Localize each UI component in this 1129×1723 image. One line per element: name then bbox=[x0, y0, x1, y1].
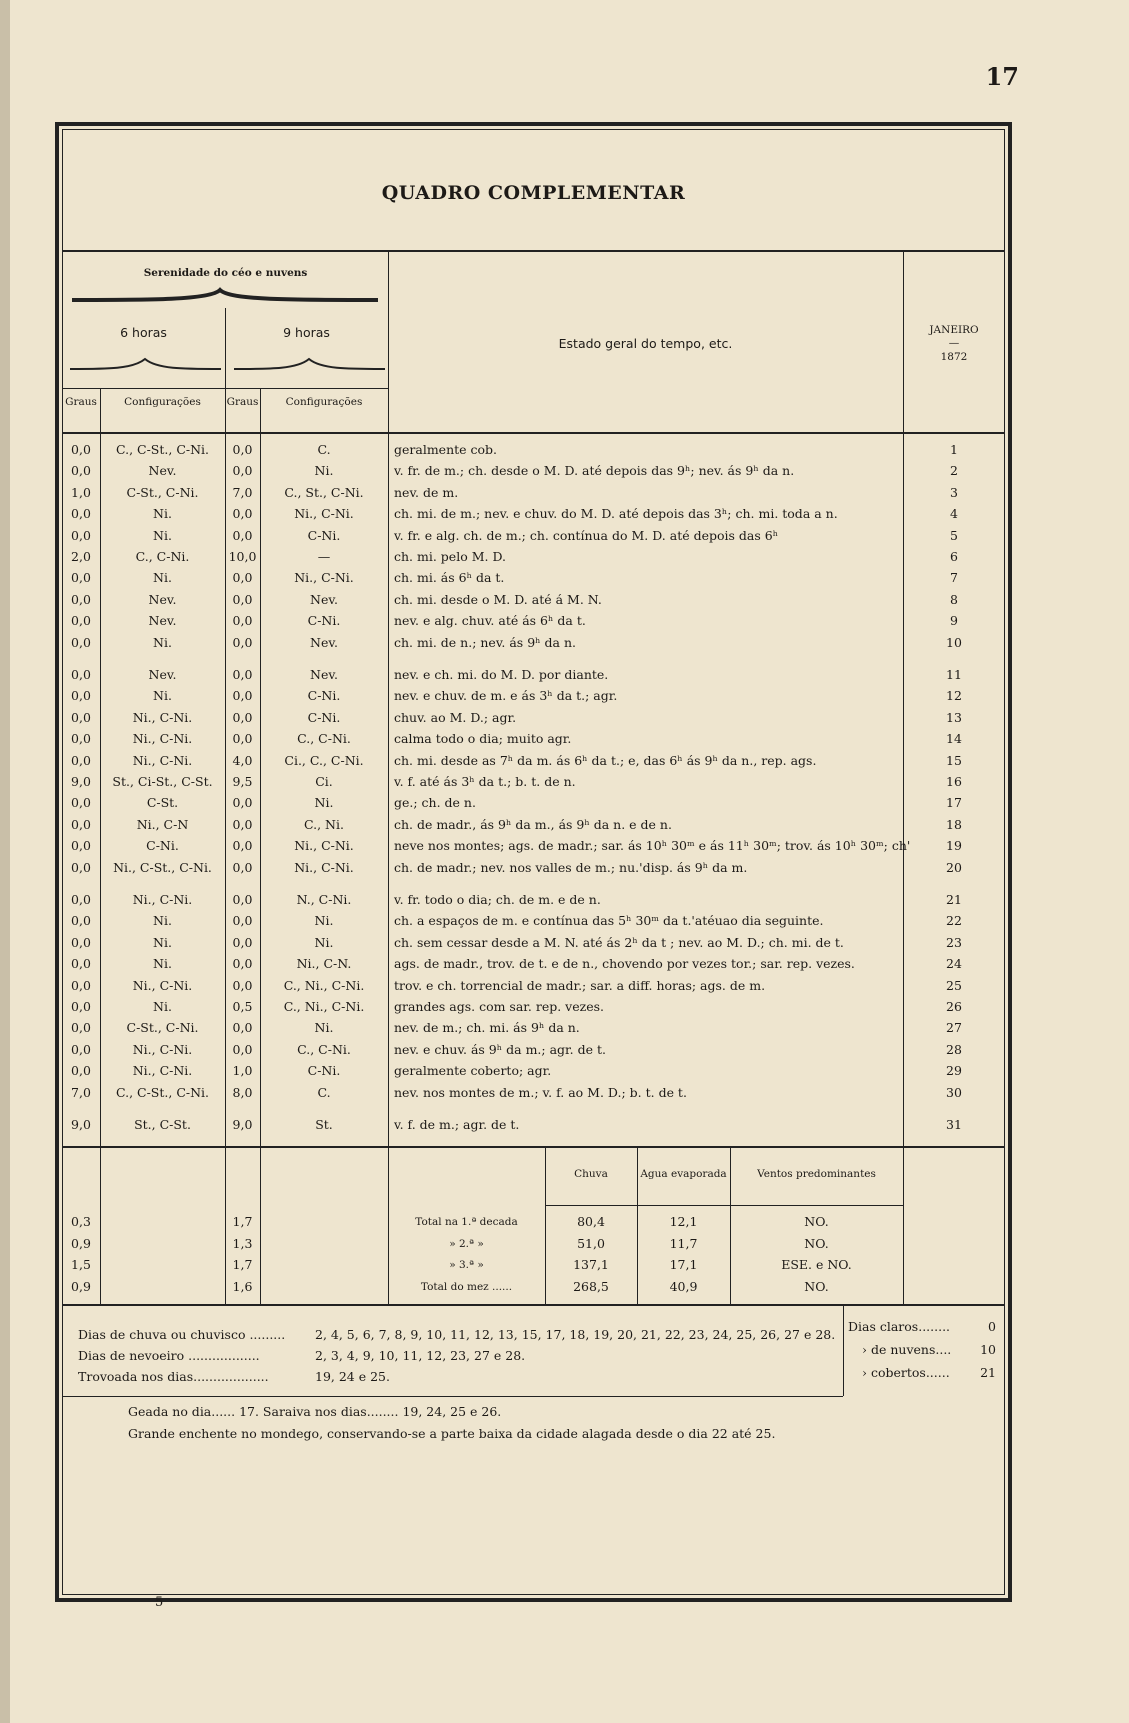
table-row bbox=[62, 890, 1005, 910]
cell-g6: 2,0 bbox=[71, 549, 91, 564]
cell-dia: 20 bbox=[946, 859, 962, 875]
cell-g6: 0,0 bbox=[71, 752, 91, 768]
cell-estado: ch. de madr., ás 9ʰ da m., ás 9ʰ da n. e de n. bbox=[394, 816, 672, 832]
cell-estado: ch. mi. pelo M. D. bbox=[394, 549, 506, 564]
cell-g9: 10,0 bbox=[228, 549, 257, 564]
cell-g6: 0,0 bbox=[71, 709, 91, 725]
cell-c9: C-Ni. bbox=[307, 1063, 341, 1079]
cell-dia: 15 bbox=[946, 752, 962, 768]
cell-c9: — bbox=[317, 549, 331, 564]
cell-c9: Nev. bbox=[310, 634, 338, 650]
summary-header-chuva: Chuva bbox=[574, 1168, 608, 1180]
cell-g9: 0,5 bbox=[232, 999, 253, 1014]
cell-c6: Ni. bbox=[153, 506, 172, 522]
cell-estado: v. fr. todo o dia; ch. de m. e de n. bbox=[394, 892, 601, 907]
summary-cell-vento: NO. bbox=[804, 1278, 829, 1294]
cell-g6: 0,0 bbox=[71, 634, 91, 650]
table-row bbox=[62, 954, 1005, 974]
cell-c9: Nev. bbox=[310, 667, 338, 682]
header-dash: — bbox=[948, 337, 960, 349]
cell-g9: 0,0 bbox=[232, 934, 253, 950]
cell-g6: 0,0 bbox=[71, 731, 91, 747]
cell-c9: C. bbox=[317, 442, 331, 457]
cell-c9: C., C-Ni. bbox=[297, 1041, 351, 1057]
cell-dia: 9 bbox=[950, 613, 958, 629]
cell-c9: Ni. bbox=[314, 795, 334, 811]
cell-estado: nev. de m. bbox=[394, 484, 459, 500]
dias-trovoada-values: 19, 24 e 25. bbox=[315, 1369, 390, 1384]
cell-c9: C., St., C-Ni. bbox=[284, 484, 364, 500]
dias-top-rule bbox=[62, 1304, 1005, 1306]
cell-g9: 0,0 bbox=[232, 667, 253, 682]
page-edge bbox=[0, 0, 10, 1723]
cell-g9: 0,0 bbox=[232, 442, 253, 457]
cell-c9: C. bbox=[317, 1084, 331, 1100]
cell-c9: Ni., C-Ni. bbox=[294, 570, 354, 586]
dias-chuva-values: 2, 4, 5, 6, 7, 8, 9, 10, 11, 12, 13, 15, 17, 18, 19, 20, 21, 22, 23, 24, 25, 26, 27 e 28. bbox=[315, 1327, 836, 1342]
summary-cell-g9: 1,3 bbox=[232, 1235, 253, 1251]
cell-c9: C., Ni., C-Ni. bbox=[283, 977, 365, 993]
dias-bottom-rule bbox=[62, 1396, 843, 1397]
cell-c6: Ni., C-Ni. bbox=[132, 709, 193, 725]
cell-g9: 7,0 bbox=[232, 484, 253, 500]
cell-c6: Ni. bbox=[153, 999, 172, 1014]
cell-c9: Ni., C-N. bbox=[296, 956, 352, 972]
cell-dia: 14 bbox=[946, 731, 962, 747]
summary-cell-g9: 1,6 bbox=[232, 1278, 253, 1294]
cell-estado: chuv. ao M. D.; agr. bbox=[394, 709, 517, 725]
cell-g6: 1,0 bbox=[71, 484, 91, 500]
cell-c6: Ni., C-Ni. bbox=[132, 892, 193, 907]
cell-g9: 0,0 bbox=[232, 816, 253, 832]
summary-cell-vento: ESE. e NO. bbox=[781, 1257, 852, 1272]
summary-cell-chuva: 268,5 bbox=[573, 1278, 609, 1294]
cell-dia: 19 bbox=[946, 838, 962, 854]
cell-g9: 0,0 bbox=[232, 709, 253, 725]
summary-cell-g6: 0,9 bbox=[71, 1235, 91, 1251]
cell-estado: ch. a espaços de m. e contínua das 5ʰ 30ᵐ da t.'atéuao dia seguinte. bbox=[394, 913, 824, 929]
cell-c6: Nev. bbox=[148, 667, 177, 682]
cell-c9: Ni. bbox=[314, 1020, 334, 1036]
summary-header-rule bbox=[545, 1205, 903, 1206]
dias-cobertos-value: 21 bbox=[980, 1365, 996, 1380]
cell-g6: 0,0 bbox=[71, 613, 91, 629]
cell-g6: 0,0 bbox=[71, 795, 91, 811]
cell-c6: Ni. bbox=[153, 688, 172, 704]
summary-cell-chuva: 137,1 bbox=[573, 1257, 609, 1272]
cell-c9: C-Ni. bbox=[307, 527, 341, 543]
cell-dia: 3 bbox=[950, 484, 958, 500]
cell-c9: Nev. bbox=[310, 591, 338, 607]
header-graus-9: Graus bbox=[226, 396, 259, 408]
table-row bbox=[62, 440, 1005, 460]
cell-c6: Ni., C-Ni. bbox=[132, 731, 193, 747]
cell-dia: 26 bbox=[946, 999, 962, 1014]
table-row bbox=[62, 772, 1005, 792]
cell-c6: Ni., C-Ni. bbox=[132, 977, 193, 993]
cell-g6: 0,0 bbox=[71, 892, 91, 907]
cell-g9: 0,0 bbox=[232, 892, 253, 907]
cell-g9: 0,0 bbox=[232, 859, 253, 875]
summary-cell-agua: 17,1 bbox=[669, 1257, 698, 1272]
table-row bbox=[62, 1115, 1005, 1135]
page-title: QUADRO COMPLEMENTAR bbox=[381, 182, 686, 204]
cell-c6: Ni., C-N bbox=[136, 816, 189, 832]
cell-estado: ch. mi. desde as 7ʰ da m. ás 6ʰ da t.; e, das 6ʰ ás 9ʰ da n., rep. ags. bbox=[394, 752, 817, 768]
cell-c9: C., Ni., C-Ni. bbox=[283, 999, 365, 1014]
brace-6-horas bbox=[68, 355, 223, 375]
cell-dia: 17 bbox=[946, 795, 962, 811]
cell-dia: 28 bbox=[946, 1041, 962, 1057]
cell-dia: 16 bbox=[946, 774, 962, 789]
cell-c6: Ni. bbox=[153, 527, 172, 543]
dias-cobertos-label: › cobertos...... bbox=[862, 1365, 950, 1380]
cell-g9: 0,0 bbox=[232, 977, 253, 993]
cell-g9: 9,5 bbox=[232, 774, 253, 789]
cell-g6: 0,0 bbox=[71, 1063, 91, 1079]
cell-g6: 0,0 bbox=[71, 570, 91, 586]
note-enchente: Grande enchente no mondego, conservando-se a parte baixa da cidade alagada desde o dia 22 até 25. bbox=[128, 1426, 776, 1441]
table-row bbox=[62, 708, 1005, 728]
cell-estado: nev. e chuv. de m. e ás 3ʰ da t.; agr. bbox=[394, 688, 618, 704]
cell-dia: 23 bbox=[946, 934, 962, 950]
cell-c9: Ni. bbox=[314, 463, 334, 479]
summary-cell-g6: 0,9 bbox=[71, 1278, 91, 1294]
table-row bbox=[62, 1040, 1005, 1060]
table-row bbox=[62, 504, 1005, 524]
summary-cell-g6: 1,5 bbox=[71, 1257, 91, 1272]
cell-c9: Ni., C-Ni. bbox=[294, 506, 354, 522]
header-top-rule bbox=[62, 250, 1005, 252]
cell-c6: C-St., C-Ni. bbox=[126, 1020, 199, 1036]
cell-g9: 0,0 bbox=[232, 570, 253, 586]
dias-trovoada-label: Trovoada nos dias................... bbox=[78, 1369, 269, 1384]
cell-c6: C., C-St., C-Ni. bbox=[115, 1084, 210, 1100]
cell-g9: 0,0 bbox=[232, 913, 253, 929]
cell-estado: v. fr. e alg. ch. de m.; ch. contínua do M. D. até depois das 6ʰ bbox=[394, 527, 779, 543]
summary-row bbox=[62, 1277, 1005, 1297]
header-9-horas: 9 horas bbox=[283, 325, 330, 340]
cell-c9: St. bbox=[315, 1117, 333, 1132]
cell-estado: calma todo o dia; muito agr. bbox=[394, 731, 572, 747]
cell-g6: 0,0 bbox=[71, 956, 91, 972]
dias-nuvens-label: › de nuvens.... bbox=[862, 1342, 952, 1357]
cell-g6: 0,0 bbox=[71, 838, 91, 854]
cell-dia: 27 bbox=[946, 1020, 962, 1036]
cell-g9: 0,0 bbox=[232, 506, 253, 522]
header-graus-6: Graus bbox=[65, 396, 97, 408]
cell-c9: Ni. bbox=[314, 934, 334, 950]
table-row bbox=[62, 461, 1005, 481]
cell-c6: Ni., C-Ni. bbox=[132, 752, 193, 768]
cell-dia: 6 bbox=[950, 549, 958, 564]
cell-c9: Ci. bbox=[315, 774, 333, 789]
cell-estado: v. f. até ás 3ʰ da t.; b. t. de n. bbox=[394, 774, 576, 789]
cell-dia: 2 bbox=[950, 463, 958, 479]
cell-g6: 0,0 bbox=[71, 999, 91, 1014]
cell-dia: 10 bbox=[946, 634, 962, 650]
summary-cell-agua: 11,7 bbox=[669, 1235, 698, 1251]
cell-dia: 30 bbox=[946, 1084, 962, 1100]
cell-estado: v. fr. de m.; ch. desde o M. D. até depois das 9ʰ; nev. ás 9ʰ da n. bbox=[394, 463, 795, 479]
brace-9-horas bbox=[232, 355, 387, 375]
summary-cell-label: » 3.ª » bbox=[449, 1259, 484, 1271]
signature-mark: 5 bbox=[155, 1595, 164, 1610]
table-row bbox=[62, 1061, 1005, 1081]
cell-g9: 0,0 bbox=[232, 463, 253, 479]
summary-cell-label: » 2.ª » bbox=[449, 1237, 484, 1250]
cell-c9: C., C-Ni. bbox=[297, 731, 351, 747]
cell-estado: ch. mi. de n.; nev. ás 9ʰ da n. bbox=[394, 634, 576, 650]
cell-estado: ch. mi. desde o M. D. até á M. N. bbox=[394, 591, 602, 607]
summary-cell-agua: 12,1 bbox=[669, 1214, 698, 1229]
brace-serenidade bbox=[70, 286, 380, 316]
cell-g6: 0,0 bbox=[71, 816, 91, 832]
cell-g6: 0,0 bbox=[71, 934, 91, 950]
cell-c9: C-Ni. bbox=[307, 688, 341, 704]
table-row bbox=[62, 729, 1005, 749]
cell-c6: C-St., C-Ni. bbox=[126, 484, 199, 500]
cell-c6: Nev. bbox=[148, 591, 177, 607]
cell-c9: Ni. bbox=[314, 913, 334, 929]
cell-g6: 7,0 bbox=[71, 1084, 91, 1100]
cell-g6: 9,0 bbox=[71, 1117, 91, 1132]
table-row bbox=[62, 793, 1005, 813]
cell-c6: Ni. bbox=[153, 634, 172, 650]
summary-cell-label: Total na 1.ª decada bbox=[415, 1216, 518, 1228]
cell-estado: ge.; ch. de n. bbox=[394, 795, 476, 811]
cell-c6: St., C-St. bbox=[134, 1117, 191, 1132]
cell-dia: 5 bbox=[950, 527, 958, 543]
cell-g9: 9,0 bbox=[232, 1117, 253, 1132]
summary-cell-vento: NO. bbox=[804, 1235, 829, 1251]
header-estado: Estado geral do tempo, etc. bbox=[558, 336, 733, 351]
page-number: 17 bbox=[985, 62, 1019, 91]
table-row bbox=[62, 611, 1005, 631]
cell-dia: 13 bbox=[946, 709, 962, 725]
cell-g9: 8,0 bbox=[232, 1084, 253, 1100]
dias-claros-label: Dias claros........ bbox=[848, 1319, 951, 1334]
cell-estado: ch. mi. de m.; nev. e chuv. do M. D. até depois das 3ʰ; ch. mi. toda a n. bbox=[394, 506, 838, 522]
cell-g6: 0,0 bbox=[71, 1020, 91, 1036]
cell-g9: 0,0 bbox=[232, 731, 253, 747]
cell-dia: 11 bbox=[946, 667, 962, 682]
cell-g9: 0,0 bbox=[232, 1020, 253, 1036]
dias-nevoeiro-values: 2, 3, 4, 9, 10, 11, 12, 23, 27 e 28. bbox=[315, 1348, 526, 1363]
cell-c6: Ni. bbox=[153, 570, 172, 586]
cell-estado: geralmente cob. bbox=[394, 442, 498, 457]
cell-estado: grandes ags. com sar. rep. vezes. bbox=[394, 999, 605, 1014]
cell-c6: Ni., C-Ni. bbox=[132, 1041, 193, 1057]
cell-g6: 0,0 bbox=[71, 591, 91, 607]
cell-dia: 8 bbox=[950, 591, 958, 607]
cell-g6: 0,0 bbox=[71, 527, 91, 543]
header-mes: JANEIRO bbox=[929, 324, 979, 336]
cell-c9: C-Ni. bbox=[307, 613, 341, 629]
cell-g6: 0,0 bbox=[71, 913, 91, 929]
dias-chuva-label: Dias de chuva ou chuvisco ......... bbox=[78, 1327, 286, 1342]
summary-cell-agua: 40,9 bbox=[669, 1278, 698, 1294]
table-row bbox=[62, 483, 1005, 503]
cell-c9: Ni., C-Ni. bbox=[294, 859, 354, 875]
dias-claros-value: 0 bbox=[988, 1319, 996, 1334]
cell-c6: Ni. bbox=[153, 913, 172, 929]
cell-dia: 18 bbox=[946, 816, 962, 832]
cell-dia: 12 bbox=[946, 688, 962, 704]
dias-divider bbox=[843, 1304, 844, 1396]
cell-dia: 1 bbox=[950, 442, 958, 457]
cell-g9: 0,0 bbox=[232, 591, 253, 607]
cell-dia: 4 bbox=[950, 506, 958, 522]
cell-c6: Ni. bbox=[153, 934, 172, 950]
table-row bbox=[62, 997, 1005, 1017]
cell-estado: nev. e ch. mi. do M. D. por diante. bbox=[394, 667, 609, 682]
cell-estado: nev. e alg. chuv. até ás 6ʰ da t. bbox=[394, 613, 586, 629]
summary-row bbox=[62, 1255, 1005, 1275]
cell-c9: C-Ni. bbox=[307, 709, 341, 725]
cell-dia: 29 bbox=[946, 1063, 962, 1079]
cell-g6: 9,0 bbox=[71, 774, 91, 789]
cell-estado: neve nos montes; ags. de madr.; sar. ás 10ʰ 30ᵐ e ás 11ʰ 30ᵐ; trov. ás 10ʰ 30ᵐ; ch' bbox=[394, 838, 911, 854]
cell-estado: geralmente coberto; agr. bbox=[394, 1063, 552, 1079]
cell-estado: ch. de madr.; nev. nos valles de m.; nu.'disp. ás 9ʰ da m. bbox=[394, 859, 748, 875]
cell-g6: 0,0 bbox=[71, 688, 91, 704]
cell-c9: Ci., C., C-Ni. bbox=[284, 752, 364, 768]
cell-g6: 0,0 bbox=[71, 977, 91, 993]
cell-c6: C-St. bbox=[146, 795, 179, 811]
cell-estado: ags. de madr., trov. de t. e de n., chovendo por vezes tor.; sar. rep. vezes. bbox=[394, 956, 855, 972]
cell-dia: 7 bbox=[950, 570, 958, 586]
summary-row bbox=[62, 1212, 1005, 1232]
table-row bbox=[62, 836, 1005, 856]
cell-c9: C., Ni. bbox=[304, 816, 344, 832]
summary-header-agua: Agua evaporada bbox=[640, 1168, 727, 1180]
cell-estado: trov. e ch. torrencial de madr.; sar. a diff. horas; ags. de m. bbox=[394, 977, 766, 993]
summary-cell-g6: 0,3 bbox=[71, 1214, 91, 1229]
table-row bbox=[62, 665, 1005, 685]
table-row bbox=[62, 1018, 1005, 1038]
note-geada-saraiva: Geada no dia...... 17. Saraiva nos dias........ 19, 24, 25 e 26. bbox=[128, 1404, 502, 1419]
cell-c6: C-Ni. bbox=[146, 838, 179, 854]
table-row bbox=[62, 686, 1005, 706]
cell-dia: 22 bbox=[946, 913, 962, 929]
cell-g9: 0,0 bbox=[232, 688, 253, 704]
summary-cell-chuva: 51,0 bbox=[577, 1235, 605, 1251]
cell-c6: Ni., C-Ni. bbox=[132, 1063, 193, 1079]
header-config-6: Configurações bbox=[124, 396, 201, 408]
cell-estado: ch. mi. ás 6ʰ da t. bbox=[394, 570, 505, 586]
summary-header-ventos: Ventos predominantes bbox=[757, 1168, 876, 1180]
cell-dia: 21 bbox=[946, 892, 962, 907]
table-row bbox=[62, 526, 1005, 546]
dias-nevoeiro-label: Dias de nevoeiro .................. bbox=[78, 1348, 260, 1363]
summary-top-rule bbox=[62, 1146, 1005, 1148]
cell-dia: 25 bbox=[946, 977, 962, 993]
dias-nuvens-value: 10 bbox=[980, 1342, 996, 1357]
cell-g9: 0,0 bbox=[232, 1041, 253, 1057]
cell-c6: Nev. bbox=[148, 613, 177, 629]
cell-g9: 0,0 bbox=[232, 838, 253, 854]
cell-g6: 0,0 bbox=[71, 859, 91, 875]
header-bottom-rule bbox=[62, 432, 1005, 434]
cell-g6: 0,0 bbox=[71, 506, 91, 522]
cell-g9: 4,0 bbox=[232, 752, 253, 768]
cell-g9: 0,0 bbox=[232, 527, 253, 543]
cell-c6: St., Ci-St., C-St. bbox=[112, 774, 213, 789]
summary-cell-chuva: 80,4 bbox=[577, 1214, 605, 1229]
table-row bbox=[62, 568, 1005, 588]
cell-g6: 0,0 bbox=[71, 442, 91, 457]
table-row bbox=[62, 911, 1005, 931]
cell-g6: 0,0 bbox=[71, 463, 91, 479]
cell-estado: nev. nos montes de m.; v. f. ao M. D.; b. t. de t. bbox=[394, 1084, 687, 1100]
table-row bbox=[62, 933, 1005, 953]
header-ano: 1872 bbox=[940, 351, 968, 363]
summary-row bbox=[62, 1234, 1005, 1254]
cell-estado: nev. de m.; ch. mi. ás 9ʰ da n. bbox=[394, 1020, 580, 1036]
table-row bbox=[62, 633, 1005, 653]
summary-cell-g9: 1,7 bbox=[232, 1257, 253, 1272]
header-config-9: Configurações bbox=[285, 396, 363, 408]
table-row bbox=[62, 815, 1005, 835]
cell-estado: ch. sem cessar desde a M. N. até ás 2ʰ da t ; nev. ao M. D.; ch. mi. de t. bbox=[394, 934, 844, 950]
table-row bbox=[62, 976, 1005, 996]
header-6-horas: 6 horas bbox=[120, 325, 167, 340]
table-row bbox=[62, 590, 1005, 610]
cell-g9: 0,0 bbox=[232, 795, 253, 811]
cell-c6: C., C-St., C-Ni. bbox=[115, 442, 210, 457]
cell-c6: Nev. bbox=[148, 463, 177, 479]
cell-c6: Ni. bbox=[153, 956, 172, 972]
cell-g9: 1,0 bbox=[232, 1063, 253, 1079]
summary-cell-label: Total do mez ...... bbox=[420, 1280, 513, 1293]
cell-estado: nev. e chuv. ás 9ʰ da m.; agr. de t. bbox=[394, 1041, 606, 1057]
cell-c6: C., C-Ni. bbox=[135, 549, 190, 564]
table-row bbox=[62, 858, 1005, 878]
table-row bbox=[62, 1083, 1005, 1103]
cell-c9: N., C-Ni. bbox=[296, 892, 352, 907]
cell-c6: Ni., C-St., C-Ni. bbox=[113, 859, 212, 875]
cell-dia: 31 bbox=[946, 1117, 962, 1132]
cell-dia: 24 bbox=[946, 956, 962, 972]
table-row bbox=[62, 751, 1005, 771]
table-row bbox=[62, 547, 1005, 567]
cell-g9: 0,0 bbox=[232, 613, 253, 629]
cell-g9: 0,0 bbox=[232, 634, 253, 650]
cell-g6: 0,0 bbox=[71, 1041, 91, 1057]
header-serenidade: Serenidade do céo e nuvens bbox=[143, 267, 308, 279]
summary-cell-g9: 1,7 bbox=[232, 1214, 253, 1229]
cell-estado: v. f. de m.; agr. de t. bbox=[394, 1117, 520, 1132]
cell-g6: 0,0 bbox=[71, 667, 91, 682]
summary-cell-vento: NO. bbox=[804, 1214, 829, 1229]
cell-g9: 0,0 bbox=[232, 956, 253, 972]
cell-c9: Ni., C-Ni. bbox=[294, 838, 354, 854]
